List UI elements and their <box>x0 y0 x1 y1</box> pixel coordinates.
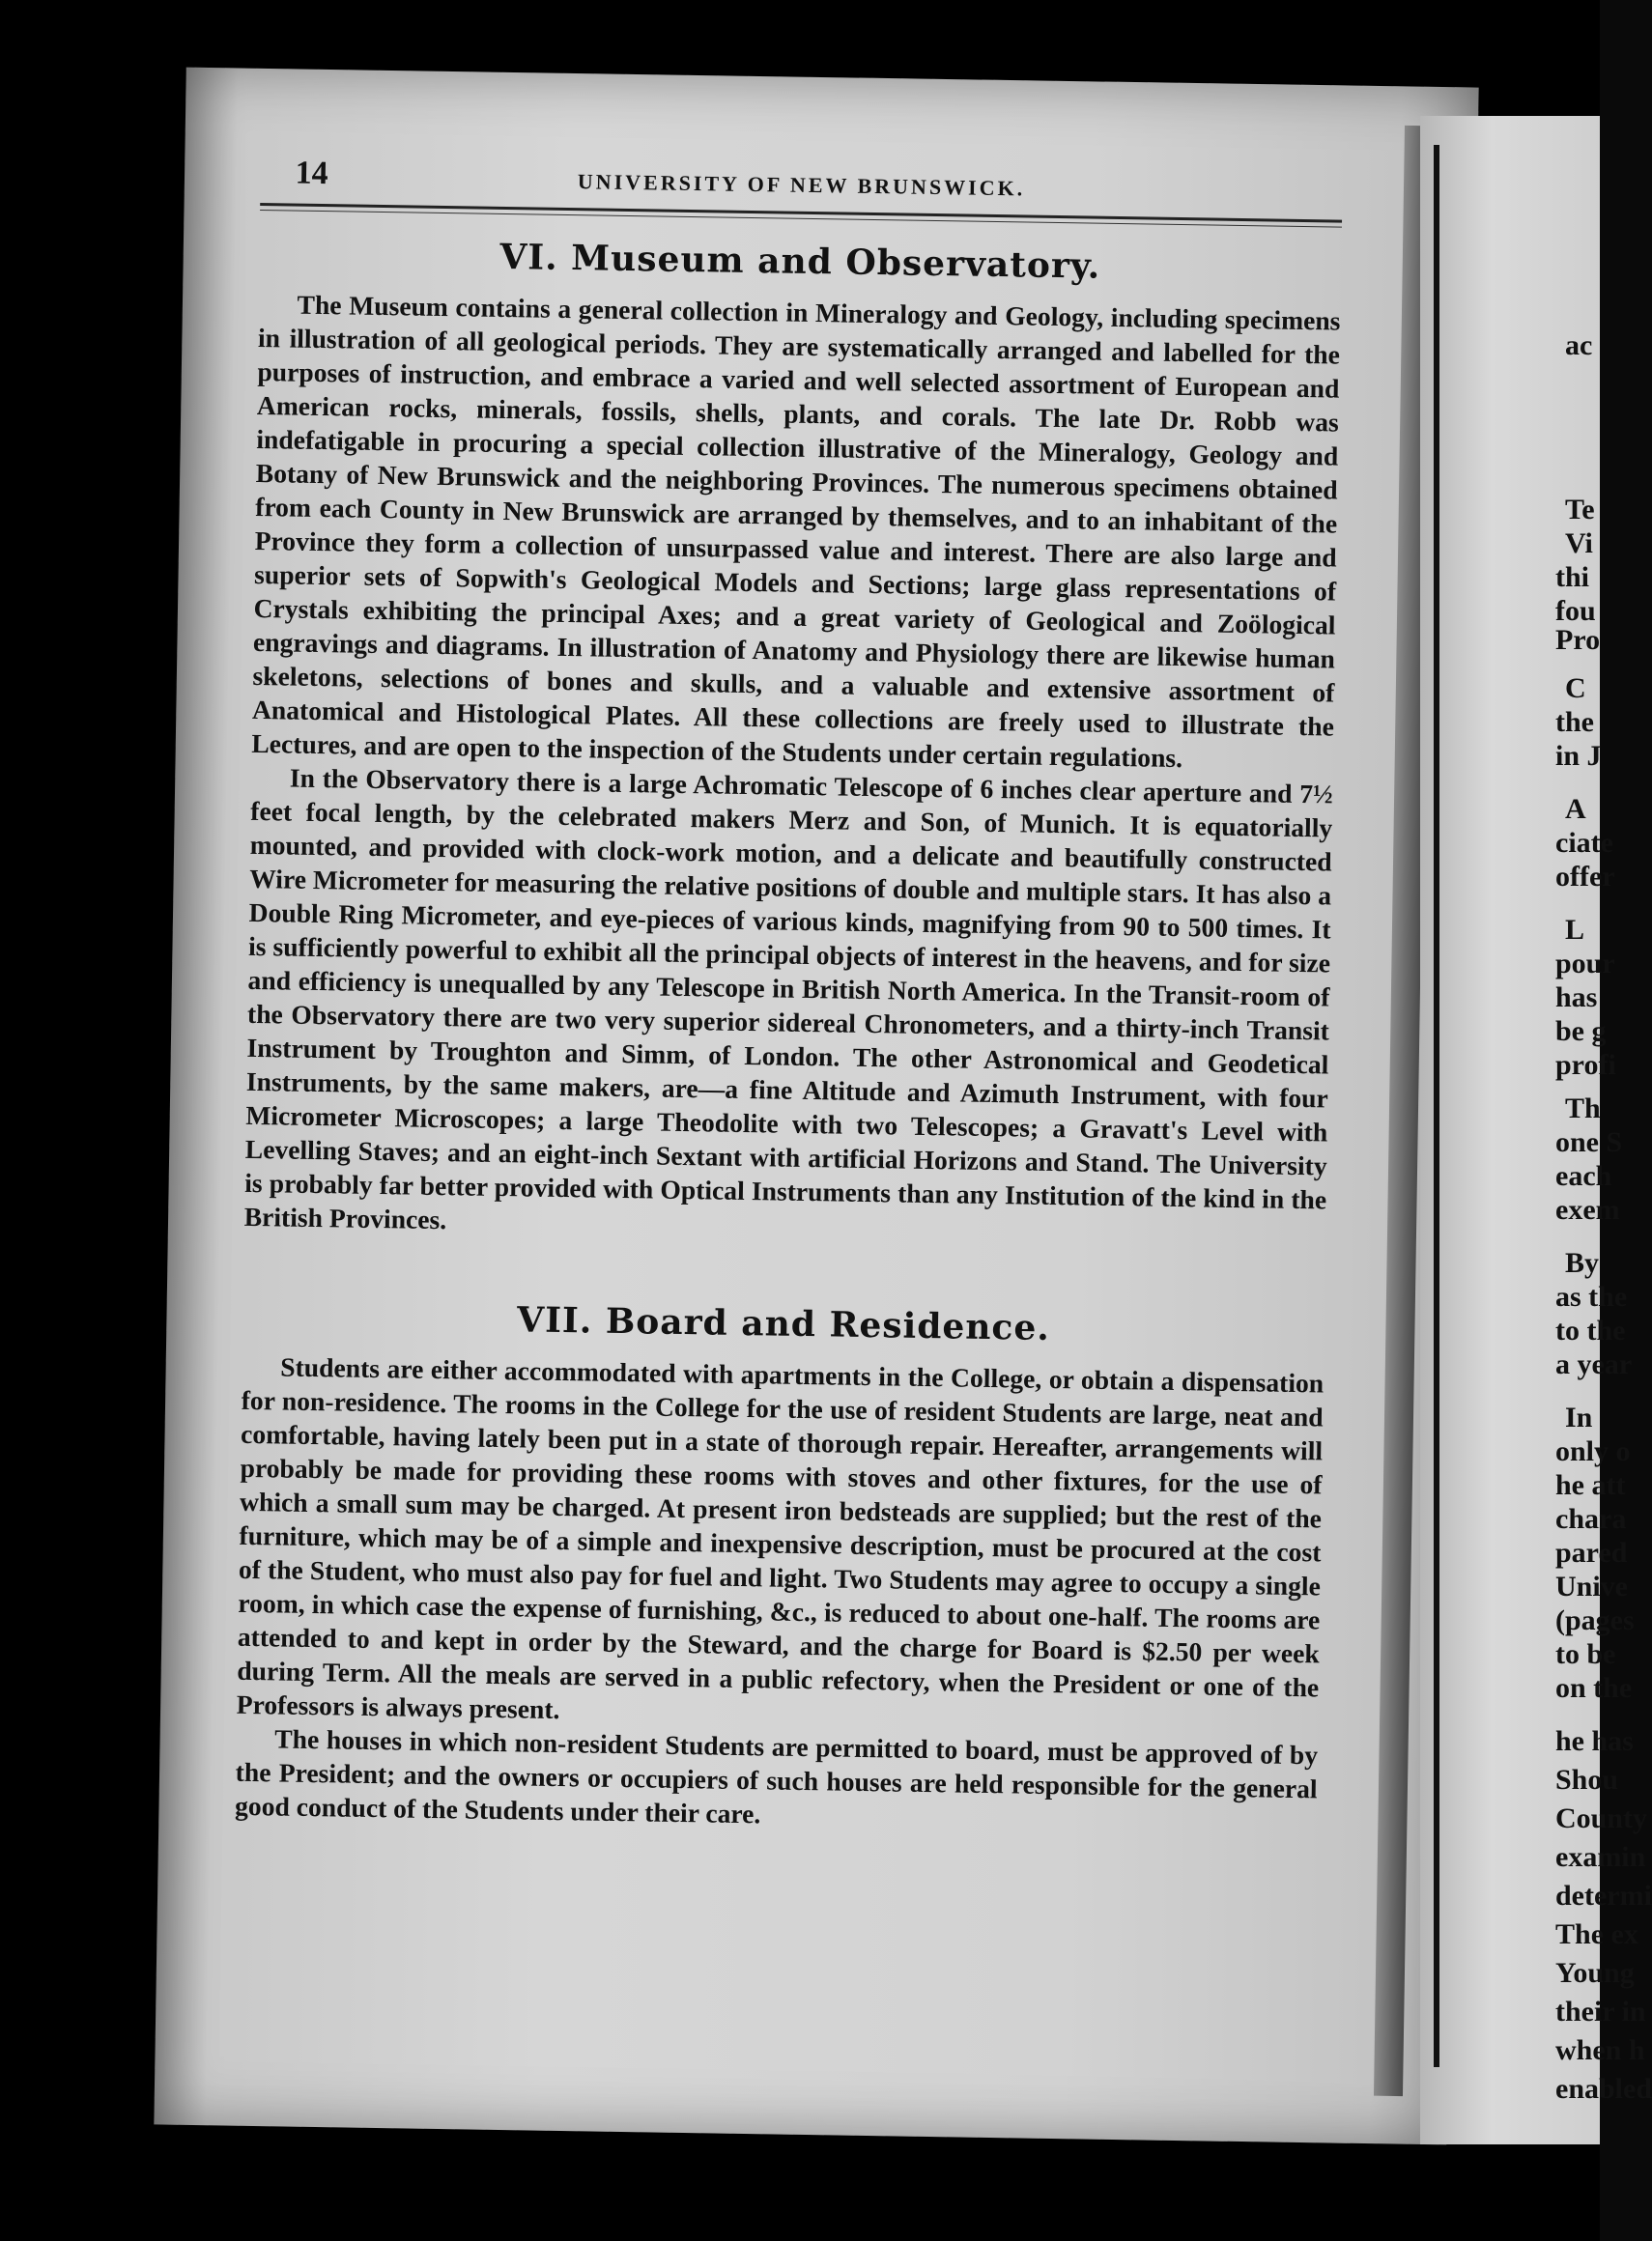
facing-page-fragment: thi <box>1555 561 1590 593</box>
facing-page-fragment: ciate <box>1555 827 1613 859</box>
facing-page-fragment: pared <box>1555 1537 1628 1569</box>
facing-page-fragment: Unive <box>1555 1571 1628 1603</box>
facing-page-fragment: be g <box>1555 1015 1607 1047</box>
facing-page-fragment: their in <box>1555 1996 1646 2028</box>
section-title-museum: VI. Museum and Observatory. <box>499 236 1101 287</box>
facing-page-fragment: has <box>1555 981 1598 1013</box>
facing-page-fragment: L <box>1565 914 1585 946</box>
page-content <box>235 155 1343 1839</box>
paragraph-houses: The houses in which non-resident Students are permitted to board, must be approved of by the President; and the owners or occupiers of such houses are held responsible for the general good conduct of the Students under their care. <box>234 1723 1319 1830</box>
facing-page-fragment: on the <box>1555 1672 1633 1704</box>
facing-page-fragment: the <box>1555 706 1594 738</box>
facing-page-fragment: to be <box>1555 1638 1616 1670</box>
facing-page-fragment: (pages <box>1555 1604 1635 1636</box>
facing-page-fragment: County <box>1555 1802 1648 1834</box>
facing-page-fragment: Te <box>1565 494 1595 525</box>
facing-page <box>1420 116 1652 2144</box>
facing-page-fragment: only o <box>1555 1435 1631 1467</box>
facing-page-fragment: ac <box>1565 329 1593 361</box>
page-number: 14 <box>295 155 328 192</box>
facing-page-fragment: one S <box>1555 1126 1623 1158</box>
facing-page-fragment: as the <box>1555 1281 1628 1313</box>
facing-page-fragment: Pro <box>1555 624 1601 656</box>
facing-page-fragment: each <box>1555 1160 1612 1192</box>
facing-page-fragment: he att <box>1555 1469 1626 1501</box>
facing-page-fragment: Young <box>1555 1957 1635 1989</box>
section-title-board: VII. Board and Residence. <box>516 1299 1051 1348</box>
facing-page-fragment: when h <box>1555 2034 1645 2066</box>
facing-page-fragment: chara <box>1555 1503 1627 1535</box>
facing-page-fragment: enabled <box>1555 2073 1652 2105</box>
facing-page-fragment: determi <box>1555 1880 1652 1912</box>
facing-page-fragment: Th <box>1565 1092 1601 1124</box>
paragraph-observatory: In the Observatory there is a large Achromatic Telescope of 6 inches clear aperture and 7½ feet focal length, by the celebrated makers Merz and Son, of Munich. It is equatorially mounted, and provided with clock-work motion, and a delicate and beautifully constructed Wire Micrometer for measuring the relative positions of double and multiple stars. It has also a Double Ring Micrometer, and eye-pieces of various kinds, magnifying from 90 to 500 times. It is sufficiently powerful to exhibit all the principal objects of interest in the heavens, and for size and efficiency is unequalled by any Telescope in British North America. In the Transit-room of the Observatory there are two very superior sidereal Chronometers, and a thirty-inch Transit Instrument by Troughton and Simm, of London. The other Astronomical and Geodetical Instruments, by the same makers, are—a fine Altitude and Azimuth Instrument, with four Micrometer Microscopes; a large Theodolite with two Telescopes; a Gravatt's Level with Levelling Staves; and an eight-inch Sextant with artificial Horizons and Stand. The University is probably far better provided with Optical Instruments than any Institution of the kind in the British Provinces. <box>243 762 1333 1235</box>
facing-page-fragment: offer <box>1555 861 1615 893</box>
facing-page-fragment: he has <box>1555 1725 1634 1757</box>
facing-page-fragment: a year <box>1555 1348 1633 1380</box>
facing-page-fragment: in J <box>1555 740 1602 772</box>
facing-page-fragment: The ex <box>1555 1918 1638 1950</box>
facing-page-fragment: By <box>1565 1247 1600 1279</box>
facing-page-rule <box>1434 145 1439 2067</box>
facing-page-fragment: In <box>1565 1402 1593 1433</box>
paragraph-museum: The Museum contains a general collection in Mineralogy and Geology, including specimens in illustration of all geological periods. They are systematically arranged and labelled for the purposes of instruction, and embrace a varied and well selected assortment of European and American rocks, minerals, fossils, shells, plants, and corals. The late Dr. Robb was indefatigable in procuring a special collection illustrative of the Mineralogy, Geology and Botany of New Brunswick and the neighboring Provinces. The numerous specimens obtained from each County in New Brunswick are arranged by themselves, and to an inhabitant of the Province they form a collection of unsurpassed value and interest. There are also large and superior sets of Sopwith's Geological Models and Sections; large glass representations of Crystals exhibiting the principal Axes; and a great variety of Geological and Zoölogical engravings and diagrams. In illustration of Anatomy and Physiology there are likewise human skeletons, selections of bones and skulls, and a valuable and extensive assortment of Anatomical and Histological Plates. All these collections are freely used to illustrate the Lectures, and are open to the inspection of the Students under certain regulations. <box>251 289 1341 774</box>
facing-page-fragment: fou <box>1555 595 1596 627</box>
paragraph-board: Students are either accommodated with apartments in the College, or obtain a dispensation for non-residence. The rooms in the College for the use of resident Students are large, neat and comfortable, having lately been put in a state of thorough repair. Hereafter, arrangements will probably be made for providing these rooms with stoves and other fixtures, for the use of which a small sum may be charged. At present iron bedsteads are supplied; but the rest of the furniture, which may be of a simple and inexpensive description, must be procured at the cost of the Student, who must also pay for fuel and light. Two Students may agree to occupy a single room, in which case the expense of furnishing, &c., is reduced to about one-half. The rooms are attended to and kept in order by the Steward, and the charge for Board is $2.50 per week during Term. All the meals are served in a public refectory, when the President or one of the Professors is always present. <box>236 1351 1324 1725</box>
running-head: UNIVERSITY OF NEW BRUNSWICK. <box>577 169 1026 201</box>
facing-page-fragment: C <box>1565 672 1586 704</box>
facing-page-fragment: pour <box>1555 948 1615 979</box>
facing-page-fragment: examin <box>1555 1841 1646 1873</box>
facing-page-fragment: to the <box>1555 1315 1626 1347</box>
facing-page-fragment: A <box>1565 793 1586 825</box>
facing-page-fragment: profi <box>1555 1049 1616 1081</box>
facing-page-fragment: exem <box>1555 1194 1620 1226</box>
facing-page-fragment: Vi <box>1565 527 1593 559</box>
facing-page-fragment: Shou <box>1555 1764 1619 1796</box>
